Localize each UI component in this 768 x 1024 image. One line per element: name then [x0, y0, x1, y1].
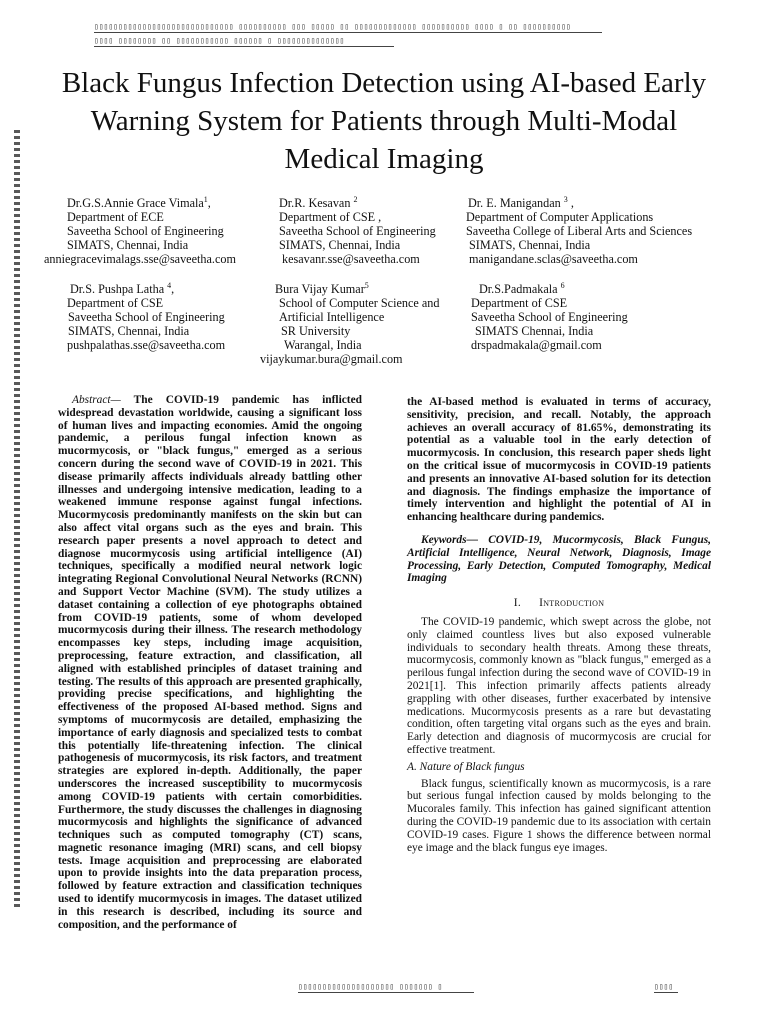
author-name: Dr.S.Padmakala: [479, 282, 558, 296]
author-name: Bura Vijay Kumar: [275, 282, 365, 296]
author-location: SIMATS, Chennai, India: [67, 238, 189, 252]
author-location: SIMATS, Chennai, India: [68, 324, 190, 338]
introduction-paragraph: The COVID-19 pandemic, which swept across the globe, not only claimed countless lives but also exposed vulnerable individuals to secondary health threats. Among these threats, mucormycosis, commonly known as "black fungus," emerged as a perilous fungal infection during the second wave of COVID-19 in 2021[1]. This infection primarily affects patients already grappling with other diseases, further exacerbated by intensive medications. Mucormycosis presents as a rare but devastating condition, often targeting vital organs such as the eyes and brain. Early detection and diagnosis of mucormycosis are crucial for effective treatment.: [407, 615, 711, 756]
author-location: SIMATS Chennai, India: [475, 324, 594, 338]
author-department: Department of ECE: [67, 210, 164, 224]
author-superscript: 3: [563, 194, 568, 204]
author-name: Dr.S. Pushpa Latha: [70, 282, 165, 296]
author-school: Saveetha School of Engineering: [67, 224, 224, 238]
keywords-paragraph: [407, 534, 711, 585]
author-superscript: 1: [203, 194, 208, 204]
author-department-line-2: Artificial Intelligence: [279, 310, 385, 324]
section-title: Introduction: [539, 596, 605, 610]
author-block-6: [471, 282, 628, 352]
author-superscript: 2: [353, 194, 358, 204]
author-superscript: 4: [167, 280, 172, 290]
abstract-text-right: the AI-based method is evaluated in terms of accuracy, sensitivity, precision, and recall. Notably, the approach achieves an overall accuracy of 81.65%, demonstrating its potential as a valuable tool in the early detection of mucormycosis. In conclusion, this research paper sheds light on the critical issue of mucormycosis in COVID-19 patients and presents an innovative AI-based solution for its detection and diagnosis. The findings emphasize the importance of timely intervention and highlight the potential of AI in enhancing healthcare during pandemics.: [407, 396, 711, 524]
author-email: drspadmakala@gmail.com: [471, 338, 602, 352]
author-department: Department of CSE ,: [279, 210, 382, 224]
author-school: Saveetha School of Engineering: [471, 310, 628, 324]
abstract-paragraph: [58, 394, 362, 931]
author-location: Warangal, India: [284, 338, 362, 352]
left-margin-watermark: [14, 130, 20, 910]
author-block-1: Dr.G.S.Annie Grace Vimala$^1$, Department of ECE Saveetha School of Engineering SIMATS, Chennai, India anniegracevimalags.sse@saveetha.com: [44, 194, 236, 266]
author-email: manigandane.sclas@saveetha.com: [469, 252, 638, 266]
keywords-text: COVID-19, Mucormycosis, Black Fungus, Artificial Intelligence, Neural Network, Diagnosis, Image Processing, Early Detection, Computed Tomography, Medical Imaging: [407, 533, 711, 585]
header-garbled-line-1: ▯▯▯▯▯▯▯▯▯▯▯▯▯▯▯▯▯▯▯▯▯▯▯▯▯▯▯▯▯ ▯▯▯▯▯▯▯▯▯▯ ▯▯▯ ▯▯▯▯▯ ▯▯ ▯▯▯▯▯▯▯▯▯▯▯▯▯ ▯▯▯▯▯▯▯▯▯▯ ▯▯▯▯ ▯ ▯▯ ▯▯▯▯▯▯▯▯▯▯: [94, 22, 602, 33]
author-school: Saveetha School of Engineering: [68, 310, 225, 324]
author-block-5: [260, 282, 439, 366]
author-name: Dr. E. Manigandan: [468, 196, 561, 210]
footer-garbled-right: ▯▯▯▯: [654, 982, 678, 993]
author-school: Saveetha College of Liberal Arts and Sciences: [466, 224, 693, 238]
subsection-heading: A. Nature of Black fungus: [407, 760, 525, 773]
paper-title: Black Fungus Infection Detection using AI-based Early Warning System for Patients through Multi-Modal Medical Imaging: [61, 67, 707, 175]
right-column: [407, 396, 711, 854]
section-heading-introduction: [407, 597, 711, 610]
author-block-3: Dr. E. Manigandan $^3$ , Department of Computer Applications Saveetha College of Liberal Arts and Sciences SIMATS, Chennai, India manigandane.sclas@saveetha.com: [466, 194, 693, 266]
author-department: Department of CSE: [471, 296, 568, 310]
footer-garbled-left: ▯▯▯▯▯▯▯▯▯▯▯▯▯▯▯▯▯▯▯▯ ▯▯▯▯▯▯▯ ▯: [298, 982, 474, 993]
author-department: Department of Computer Applications: [466, 210, 654, 224]
author-block-2: [279, 196, 436, 266]
author-block-4: Dr.S. Pushpa Latha $^4$, Department of CSE Saveetha School of Engineering SIMATS, Chennai, India pushpalathas.sse@saveetha.com: [67, 280, 226, 352]
author-location: SIMATS, Chennai, India: [469, 238, 591, 252]
abstract-text-left: The COVID-19 pandemic has inflicted widespread devastation worldwide, causing a significant loss of human lives and impacting economies. Amid the ongoing pandemic, a perilous fungal infection known as mucormycosis, or "black fungus," emerged as a serious concern during the second wave of COVID-19 in 2021. This disease primarily affects individuals already battling other illnesses and undergoing intensive medication, leading to a weakened immune response against fungal infections. Mucormycosis predominantly manifests on the skin but can also affect vital organs such as the eyes and brain. This research paper presents a novel approach to detect and diagnose mucormycosis using artificial intelligence (AI) techniques, specifically a modified neural network logic integrating Regional Convolutional Neural Networks (RCNN) and Support Vector Machine (SVM). The study utilizes a dataset containing a collection of eye photographs obtained from COVID-19 patients, some of whom developed mucormycosis during their illness. The research methodology encompasses key steps, including image acquisition, preprocessing, feature extraction, and classification, all aligned with established principles of dataset training and testing. The results of this approach are presented graphically, providing precise specifications, and highlighting the effectiveness of the proposed AI-based method. Signs and symptoms of mucormycosis are detailed, emphasizing the importance of early diagnosis and specialized tests to combat this potentially life-threatening infection. The clinical pathogenesis of mucormycosis, its risk factors, and treatment strategies are explored in-depth. Additionally, the paper underscores the increased susceptibility to mucormycosis among COVID-19 patients with certain comorbidities. Furthermore, the study discusses the challenges in diagnosing mucormycosis and highlights the significance of advanced techniques such as computed tomography (CT) scans, magnetic resonance imaging (MRI) scans, and cell biopsy tests. Image acquisition and preprocessing are elaborated upon to provide insights into the data preparation process, followed by feature extraction and classification techniques used to identify mucormycosis in images. The dataset utilized in this research is described, including its source and composition, and the performance of: [58, 394, 362, 931]
author-superscript: 5: [364, 280, 369, 290]
author-email: vijaykumar.bura@gmail.com: [260, 352, 403, 366]
author-location: SIMATS, Chennai, India: [279, 238, 401, 252]
author-school: SR University: [281, 324, 351, 338]
abstract-label: Abstract—: [72, 394, 121, 406]
author-department: School of Computer Science and: [279, 296, 440, 310]
author-department: Department of CSE: [67, 296, 164, 310]
header-garbled-line-2: ▯▯▯▯ ▯▯▯▯▯▯▯▯ ▯▯ ▯▯▯▯▯▯▯▯▯▯▯ ▯▯▯▯▯▯ ▯ ▯▯▯▯▯▯▯▯▯▯▯▯▯▯: [94, 36, 394, 47]
author-email: pushpalathas.sse@saveetha.com: [67, 338, 226, 352]
author-email: kesavanr.sse@saveetha.com: [282, 252, 420, 266]
left-column: [58, 394, 362, 931]
author-name: Dr.G.S.Annie Grace Vimala: [67, 196, 204, 210]
author-name: Dr.R. Kesavan: [279, 196, 351, 210]
keywords-label: Keywords—: [421, 533, 478, 546]
subsection-paragraph: Black fungus, scientifically known as mucormycosis, is a rare but serious fungal infection caused by molds belonging to the Mucorales family. This infection has gained significant attention during the COVID-19 pandemic due to its association with certain COVID-19 cases. Figure 1 shows the difference between normal eye image and the black fungus eye images.: [407, 777, 711, 854]
author-email: anniegracevimalags.sse@saveetha.com: [44, 252, 236, 266]
author-superscript: 6: [560, 280, 565, 290]
author-school: Saveetha School of Engineering: [279, 224, 436, 238]
section-number: I.: [513, 596, 522, 610]
